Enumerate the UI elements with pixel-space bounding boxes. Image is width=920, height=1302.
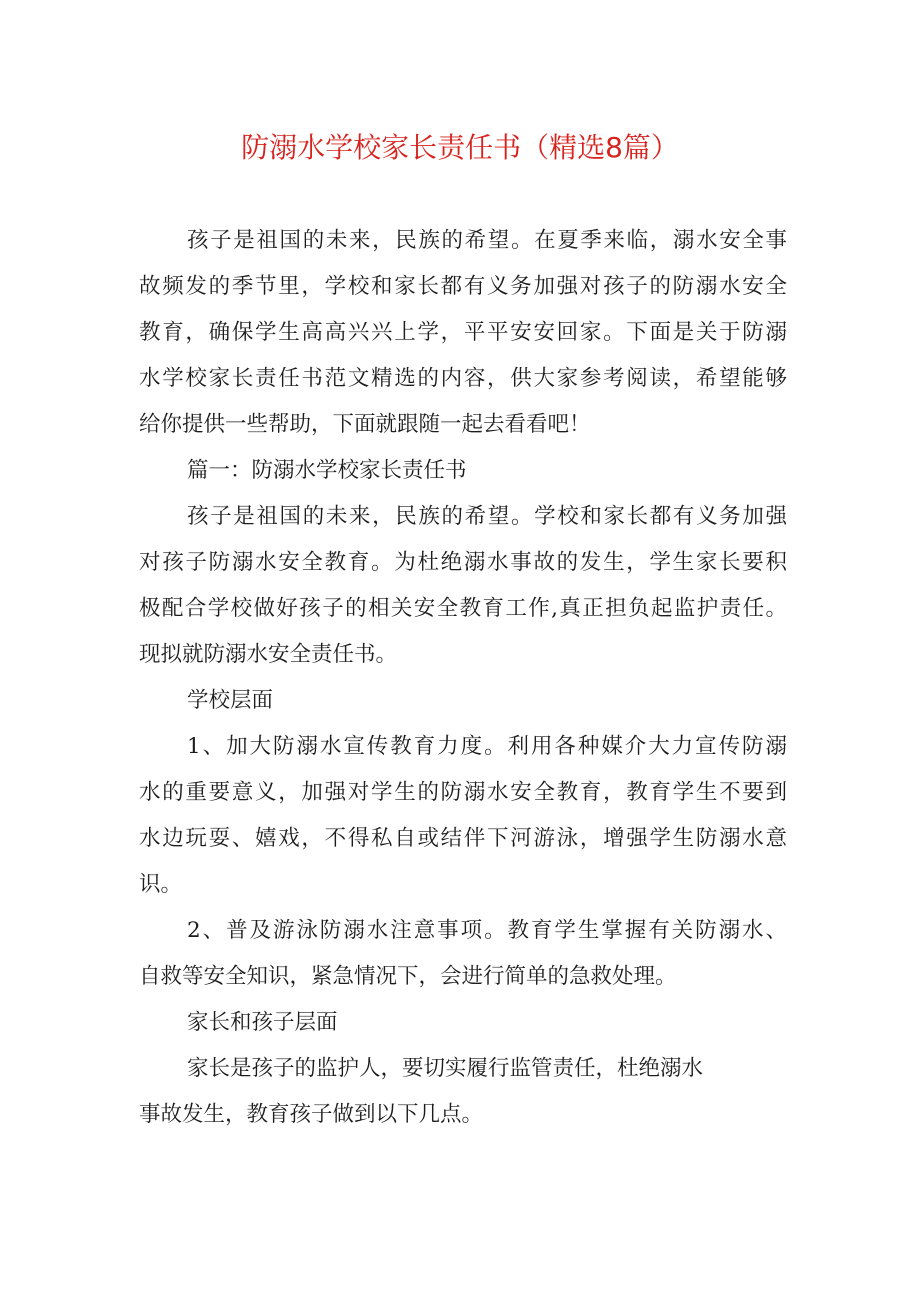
text-line: 篇一：防溺水学校家长责任书 (187, 458, 467, 483)
document-body (139, 218, 787, 1138)
chapter-intro-paragraph (139, 494, 787, 678)
text-line: 1、加大防溺水宣传教育力度。利用各种媒介大力宣传防溺 (187, 734, 787, 759)
text-line: 极配合学校做好孩子的相关安全教育工作,真正担负起监护责任。 (139, 596, 787, 621)
chapter-heading (139, 448, 787, 494)
intro-paragraph (139, 218, 787, 448)
text-line: 自救等安全知识，紧急情况下，会进行简单的急救处理。 (139, 964, 677, 989)
text-line: 家长是孩子的监护人，要切实履行监管责任，杜绝溺水 (187, 1056, 704, 1081)
school-item-2 (139, 908, 787, 1000)
text-line: 水边玩耍、嬉戏，不得私自或结伴下河游泳，增强学生防溺水意 (139, 826, 787, 851)
text-line: 水的重要意义，加强对学生的防溺水安全教育，教育学生不要到 (139, 780, 787, 805)
text-line: 教育，确保学生高高兴兴上学，平平安安回家。下面是关于防溺 (139, 320, 787, 345)
text-line: 故频发的季节里，学校和家长都有义务加强对孩子的防溺水安全 (139, 274, 787, 299)
text-line: 水学校家长责任书范文精选的内容，供大家参考阅读，希望能够 (139, 366, 787, 391)
text-line: 孩子是祖国的未来，民族的希望。学校和家长都有义务加强 (187, 504, 787, 529)
text-line: 学校层面 (187, 688, 274, 713)
school-item-1 (139, 724, 787, 908)
text-line: 孩子是祖国的未来，民族的希望。在夏季来临，溺水安全事 (187, 228, 787, 253)
text-line: 2、普及游泳防溺水注意事项。教育学生掌握有关防溺水、 (187, 918, 787, 943)
text-line: 家长和孩子层面 (187, 1010, 338, 1035)
parent-paragraph (139, 1046, 787, 1138)
text-line: 给你提供一些帮助，下面就跟随一起去看看吧！ (139, 412, 591, 437)
text-line: 现拟就防溺水安全责任书。 (139, 642, 398, 667)
text-line: 对孩子防溺水安全教育。为杜绝溺水事故的发生，学生家长要积 (139, 550, 787, 575)
text-line: 识。 (139, 872, 183, 897)
school-section-heading (139, 678, 787, 724)
document-title: 防溺水学校家长责任书（精选8篇） (241, 131, 679, 164)
parent-section-heading (139, 1000, 787, 1046)
text-line: 事故发生，教育孩子做到以下几点。 (139, 1102, 484, 1127)
